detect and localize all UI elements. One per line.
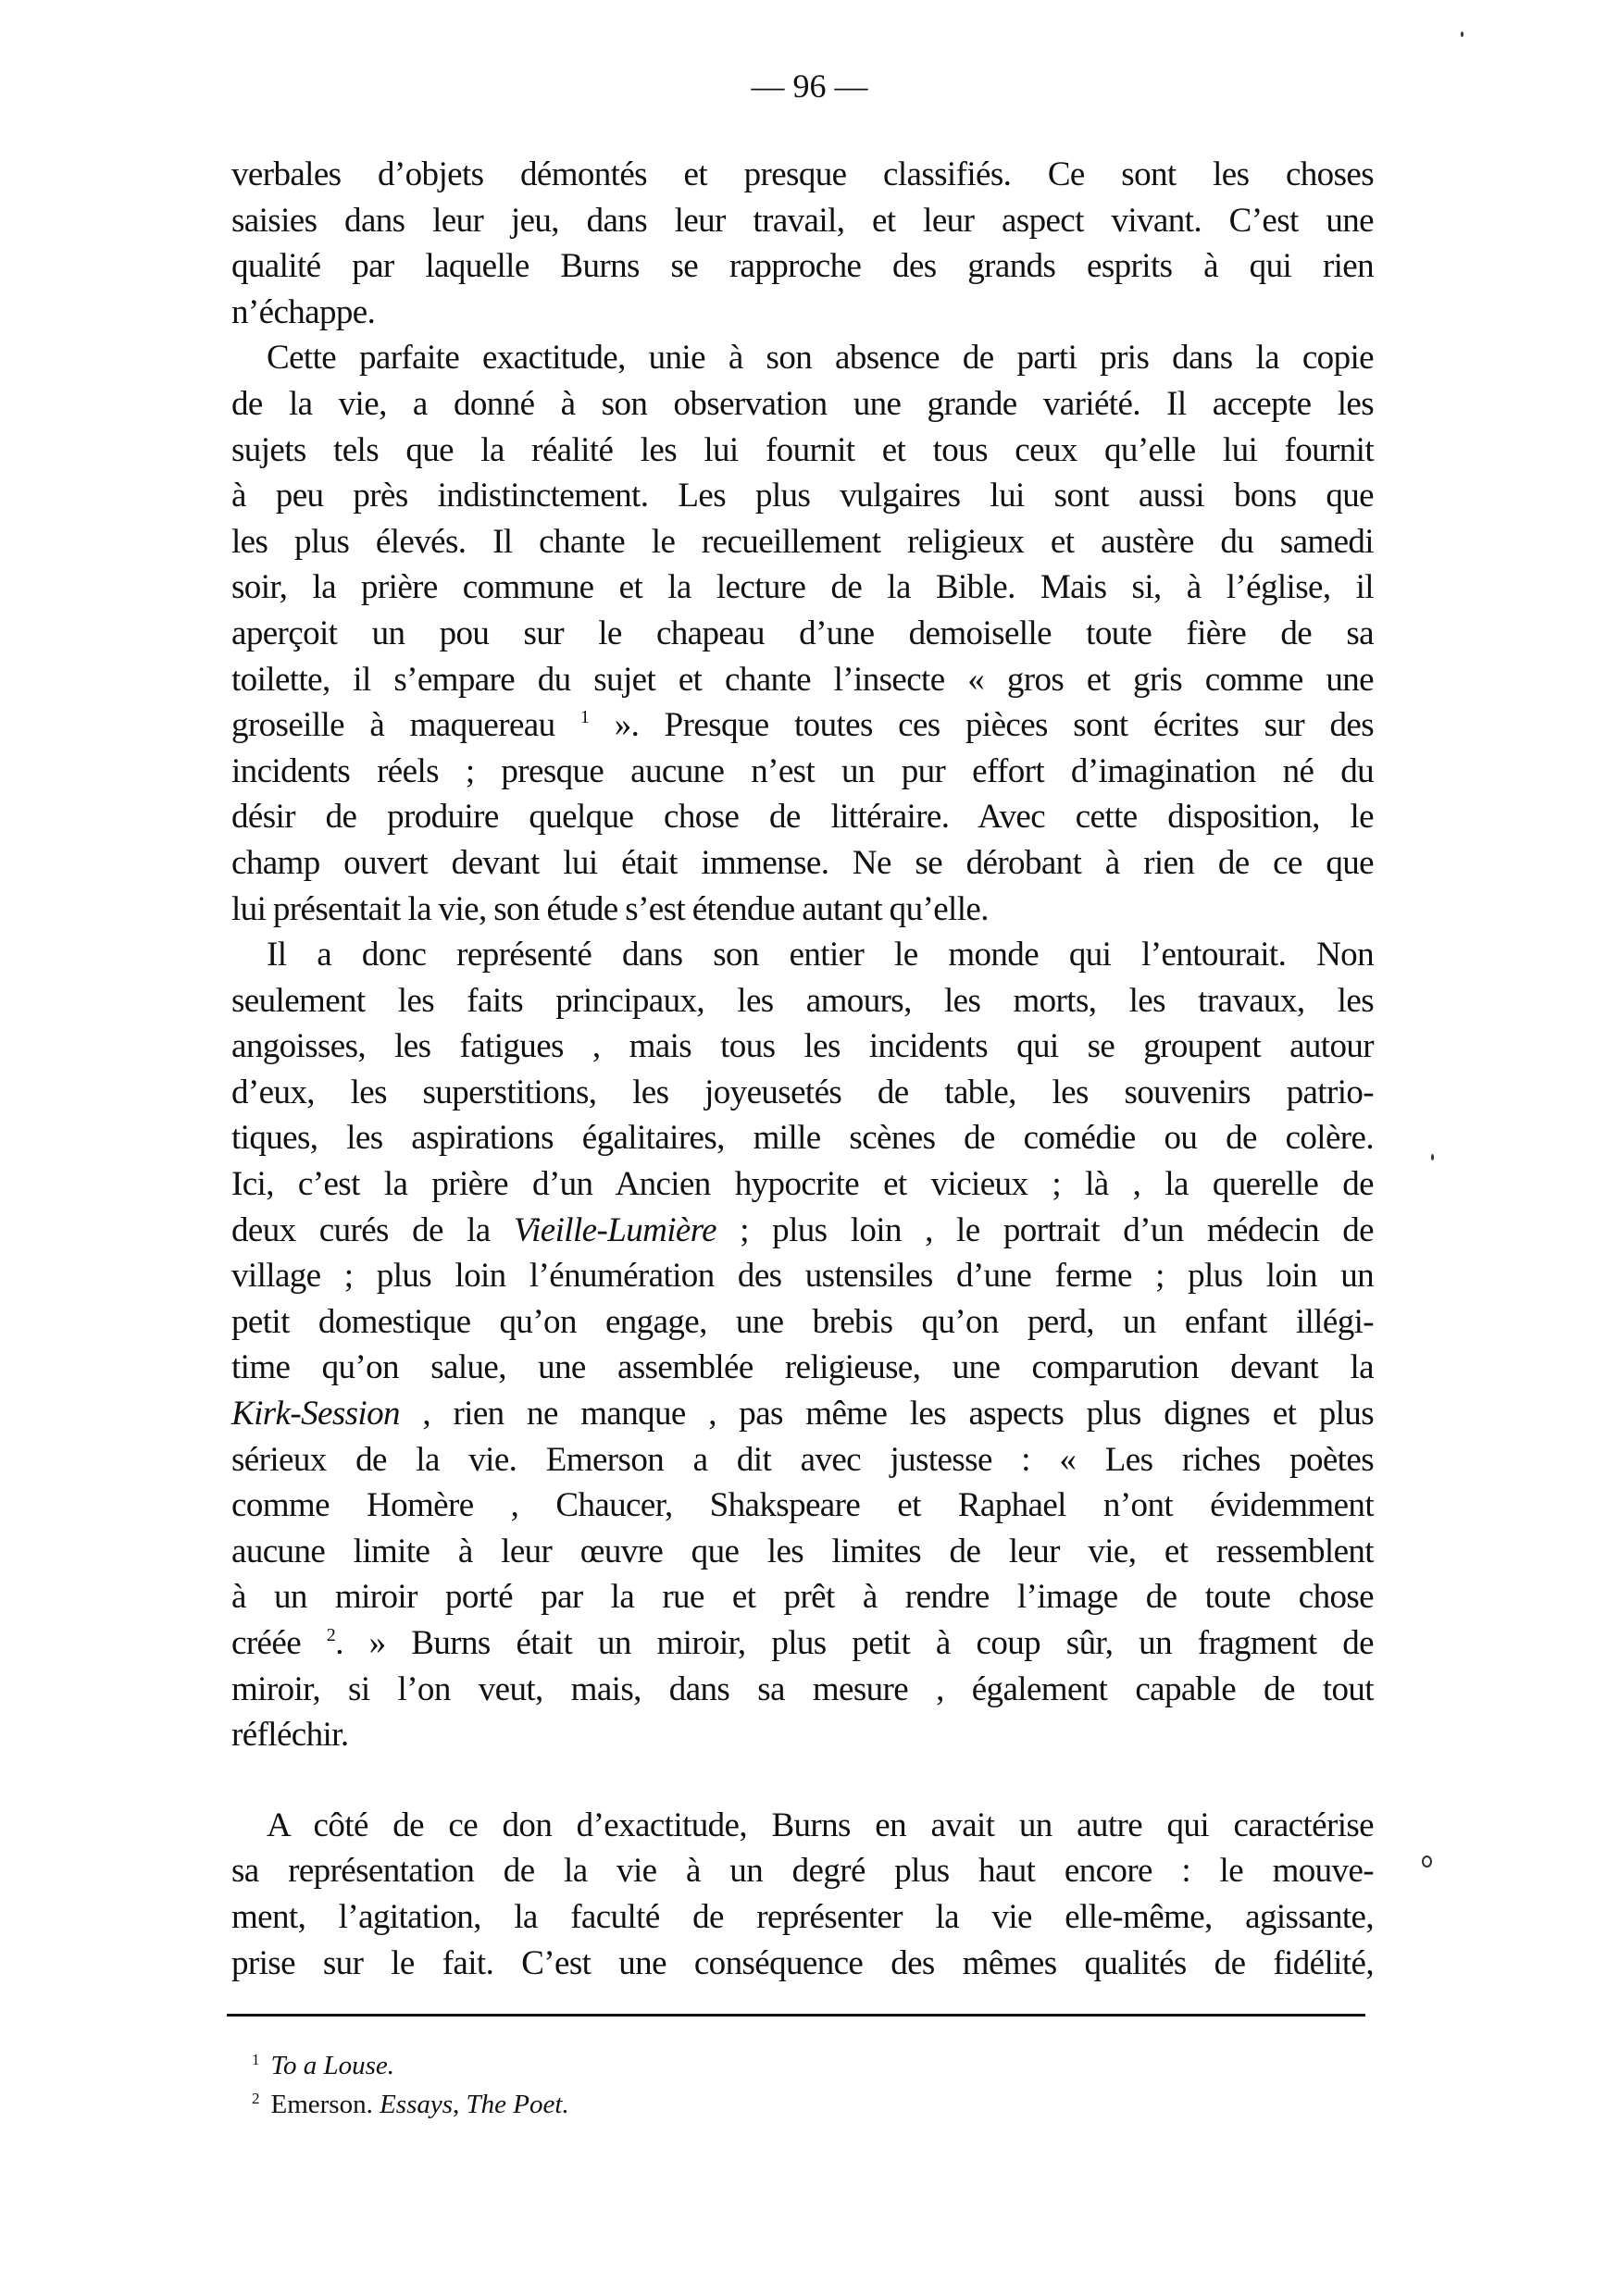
text-line: ment, l’agitation, la faculté de représenter la vie elle-même, agissante, <box>231 1897 1374 1936</box>
text-line: aucune limite à leur œuvre que les limites de leur vie, et ressemblent <box>231 1532 1374 1570</box>
text-line <box>231 1208 1374 1254</box>
scan-speck <box>1431 1154 1434 1160</box>
text-line <box>231 702 1374 749</box>
text-line: tiques, les aspirations égalitaires, mille scènes de comédie ou de colère. <box>231 1119 1374 1158</box>
footnote-mark: 1 <box>252 2051 260 2068</box>
text-line: à un miroir porté par la rue et prêt à rendre l’image de toute chose <box>231 1578 1374 1617</box>
text-segment: . » Burns était un miroir, plus petit à coup sûr, un fragment de <box>335 1624 1374 1662</box>
text-segment: deux curés de la <box>231 1210 514 1249</box>
text-line: seulement les faits principaux, les amours, les morts, les travaux, les <box>231 981 1374 1020</box>
text-line: incidents réels ; presque aucune n’est un pur effort d’imagination né du <box>231 751 1374 790</box>
footnote-divider <box>227 2014 1365 2017</box>
text-line: lui présentait la vie, son étude s’est étendue autant qu’elle. <box>231 889 989 928</box>
text-line: sujets tels que la réalité les lui fournit et tous ceux qu’elle lui fournit <box>231 430 1374 469</box>
text-line: verbales d’objets démontés et presque classifiés. Ce sont les choses <box>231 155 1374 193</box>
text-line: soir, la prière commune et la lecture de la Bible. Mais si, à l’église, il <box>231 568 1374 607</box>
text-line: miroir, si l’on veut, mais, dans sa mesure , également capable de tout <box>231 1669 1374 1708</box>
text-line: saisies dans leur jeu, dans leur travail, et leur aspect vivant. C’est une <box>231 201 1374 240</box>
text-line: Ici, c’est la prière d’un Ancien hypocrite et vicieux ; là , la querelle de <box>231 1165 1374 1204</box>
italic-title: Vieille-Lumière <box>513 1210 716 1249</box>
text-line: les plus élevés. Il chante le recueillement religieux et austère du samedi <box>231 522 1374 561</box>
text-segment: , rien ne manque , pas même les aspects plus dignes et plus <box>399 1395 1374 1433</box>
text-line: prise sur le fait. C’est une conséquence des mêmes qualités de fidélité, <box>231 1943 1374 1982</box>
text-line: désir de produire quelque chose de littéraire. Avec cette disposition, le <box>231 798 1374 837</box>
text-line: Il a donc représenté dans son entier le monde qui l’entourait. Non <box>267 936 1374 974</box>
text-line: champ ouvert devant lui était immense. Ne se dérobant à rien de ce que <box>231 843 1374 882</box>
text-line <box>231 1391 1374 1437</box>
text-line: sérieux de la vie. Emerson a dit avec justesse : « Les riches poètes <box>231 1440 1374 1479</box>
text-line: n’échappe. <box>231 292 376 331</box>
paragraph-gap <box>231 1758 1374 1803</box>
footnote-italic-text: To a Louse. <box>270 2051 395 2080</box>
text-line: qualité par laquelle Burns se rapproche des grands esprits à qui rien <box>231 247 1374 286</box>
text-line: petit domestique qu’on engage, une brebis qu’on perd, un enfant illégi- <box>231 1302 1374 1341</box>
footnote-1 <box>252 2047 394 2084</box>
text-segment: groseille à maquereau <box>231 706 580 745</box>
scan-speck <box>1461 31 1463 37</box>
text-line: village ; plus loin l’énumération des ustensiles d’une ferme ; plus loin un <box>231 1257 1374 1296</box>
text-line: time qu’on salue, une assemblée religieuse, une comparution devant la <box>231 1348 1374 1387</box>
text-line <box>231 1620 1374 1667</box>
text-line: A côté de ce don d’exactitude, Burns en avait un autre qui caractérise <box>267 1806 1374 1844</box>
footnote-mark: 2 <box>252 2090 260 2107</box>
footnote-italic-text: The Poet. <box>466 2090 569 2119</box>
text-line: angoisses, les fatigues , mais tous les incidents qui se groupent autour <box>231 1027 1374 1066</box>
text-line: Cette parfaite exactitude, unie à son absence de parti pris dans la copie <box>267 339 1374 378</box>
body-text <box>231 152 1374 1986</box>
page-number: — 96 — <box>751 68 868 105</box>
text-segment: ; plus loin , le portrait d’un médecin de <box>716 1210 1374 1249</box>
text-line: sa représentation de la vie à un degré plus haut encore : le mouve- <box>231 1852 1374 1891</box>
text-line: toilette, il s’empare du sujet et chante l’insecte « gros et gris comme une <box>231 660 1374 699</box>
text-line: comme Homère , Chaucer, Shakspeare et Raphael n’ont évidemment <box>231 1486 1374 1525</box>
text-segment: créée <box>231 1624 327 1662</box>
footnote-text: Emerson. <box>270 2090 380 2119</box>
text-line: de la vie, a donné à son observation une grande variété. Il accepte les <box>231 384 1374 423</box>
footnote-2 <box>252 2086 569 2123</box>
scan-speck <box>1422 1855 1432 1868</box>
footnote-ref-2: 2 <box>326 1625 336 1645</box>
text-line: d’eux, les superstitions, les joyeusetés de table, les souvenirs patrio- <box>231 1073 1374 1111</box>
text-line: à peu près indistinctement. Les plus vulgaires lui sont aussi bons que <box>231 477 1374 515</box>
text-segment: ». Presque toutes ces pièces sont écrites sur des <box>589 706 1374 745</box>
footnote-text: , <box>453 2090 467 2119</box>
text-line: réfléchir. <box>231 1716 349 1755</box>
footnote-italic-text: Essays <box>380 2090 454 2119</box>
footnote-ref-1: 1 <box>579 707 590 728</box>
text-line: aperçoit un pou sur le chapeau d’une demoiselle toute fière de sa <box>231 614 1374 652</box>
italic-title: Kirk-Session <box>231 1395 400 1433</box>
